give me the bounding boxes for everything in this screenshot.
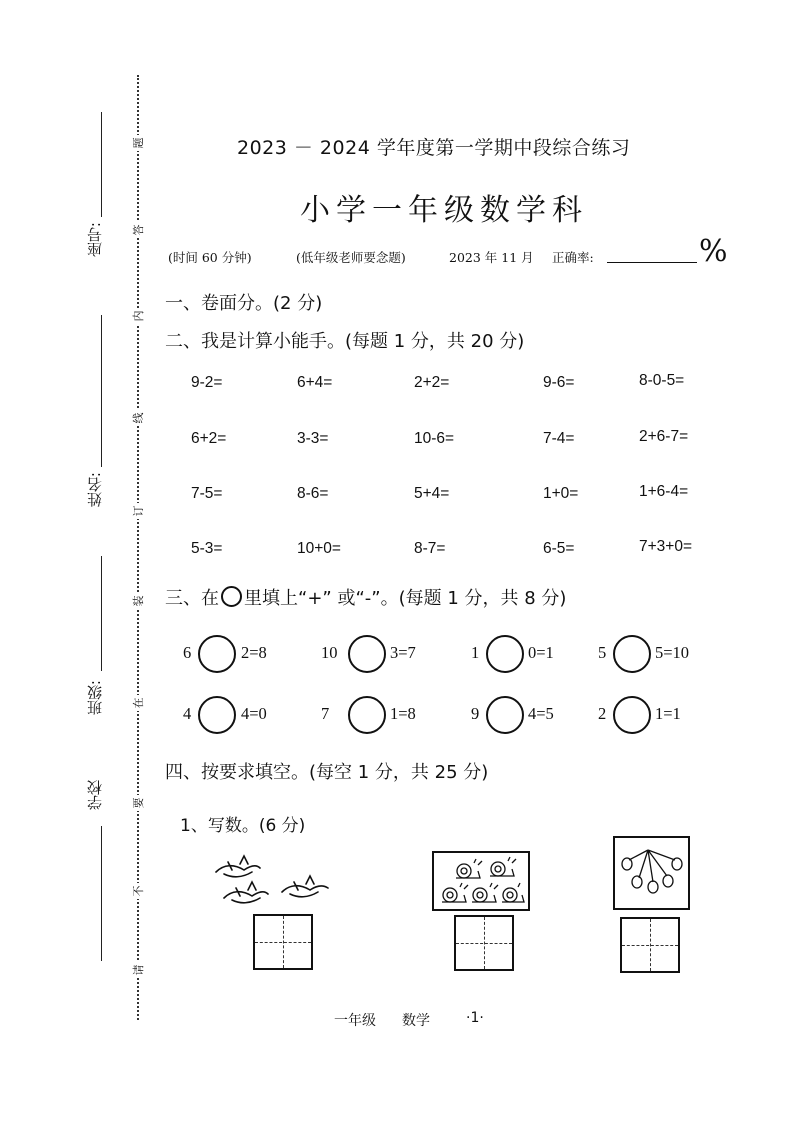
section-1-heading: 一、卷面分。(2 分) — [165, 293, 323, 314]
seal-char: 请 — [130, 962, 146, 978]
calc-item: 7+3+0= — [639, 538, 693, 555]
compare-left: 7 — [321, 704, 330, 723]
calc-item: 6+2= — [191, 430, 227, 447]
school-line — [101, 826, 102, 961]
name-line — [101, 315, 102, 467]
class-line — [101, 556, 102, 671]
compare-right: 4=5 — [528, 704, 554, 723]
bird-icon — [216, 856, 260, 877]
snail-icon — [490, 857, 516, 876]
exam-date: 2023 年 11 月 — [449, 250, 534, 265]
section-3-heading — [165, 584, 566, 610]
seal-char: 答 — [130, 222, 146, 238]
snail-icon — [472, 883, 498, 902]
calc-item: 2+2= — [414, 374, 450, 391]
compare-right: 5=10 — [655, 643, 690, 662]
calc-item: 9-6= — [543, 374, 575, 391]
footer-grade: 一年级 — [334, 1013, 376, 1029]
snail-icon — [456, 859, 482, 878]
operator-circle[interactable] — [613, 696, 651, 734]
binding-dotted-line — [137, 75, 139, 1020]
seal-char: 在 — [130, 695, 146, 711]
operator-circle[interactable] — [486, 696, 524, 734]
calc-item: 1+0= — [543, 485, 579, 502]
seal-char: 内 — [130, 308, 146, 324]
operator-circle[interactable] — [613, 635, 651, 673]
calc-item: 1+6-4= — [639, 483, 689, 500]
compare-right: 1=8 — [390, 704, 416, 723]
compare-left: 4 — [183, 704, 192, 723]
compare-left: 2 — [598, 704, 607, 723]
calc-item: 5-3= — [191, 540, 223, 557]
balloons-picture — [613, 836, 690, 910]
accuracy-blank[interactable] — [607, 262, 697, 263]
seal-char: 题 — [130, 135, 146, 151]
balloon-icon — [622, 850, 682, 893]
calc-item: 8-0-5= — [639, 372, 685, 389]
accuracy-label: 正确率: — [552, 250, 594, 265]
section-3-heading-part2: 里填上“+” 或“-”。(每题 1 分，共 8 分) — [244, 588, 567, 609]
calc-item: 10-6= — [414, 430, 455, 447]
bird-icon — [282, 876, 328, 897]
bird-icon — [224, 882, 268, 903]
compare-left: 10 — [321, 643, 338, 662]
calc-item: 9-2= — [191, 374, 223, 391]
answer-box[interactable] — [253, 914, 313, 970]
compare-right: 1=1 — [655, 704, 681, 723]
calc-item: 3-3= — [297, 430, 329, 447]
percent-sign: % — [699, 234, 728, 269]
section-4-1-heading: 1、写数。(6 分) — [180, 816, 306, 836]
compare-right: 3=7 — [390, 643, 416, 662]
seal-char: 要 — [130, 795, 146, 811]
footer-subject: 数学 — [402, 1013, 430, 1029]
operator-circle[interactable] — [198, 696, 236, 734]
compare-left: 5 — [598, 643, 607, 662]
seal-char: 线 — [130, 410, 146, 426]
exam-subject-title: 小学一年级数学科 — [300, 193, 588, 228]
name-label: 姓名: — [86, 472, 104, 508]
snail-icon — [502, 883, 524, 902]
operator-circle[interactable] — [198, 635, 236, 673]
exam-time: (时间 60 分钟) — [168, 250, 252, 265]
snail-icon — [442, 883, 468, 902]
seal-char: 装 — [130, 593, 146, 609]
answer-box[interactable] — [620, 917, 680, 973]
seal-char: 订 — [130, 503, 146, 519]
calc-item: 8-7= — [414, 540, 446, 557]
exam-note: (低年级老师要念题) — [296, 250, 406, 265]
compare-left: 9 — [471, 704, 480, 723]
calc-item: 6-5= — [543, 540, 575, 557]
answer-box[interactable] — [454, 915, 514, 971]
calc-item: 8-6= — [297, 485, 329, 502]
birds-picture — [210, 852, 335, 914]
operator-circle[interactable] — [348, 696, 386, 734]
seal-char: 不 — [130, 883, 146, 899]
exam-title: 2023 － 2024 学年度第一学期中段综合练习 — [237, 137, 631, 159]
compare-right: 4=0 — [241, 704, 267, 723]
operator-circle[interactable] — [348, 635, 386, 673]
footer-page-number: ·1· — [466, 1010, 484, 1026]
calc-item: 6+4= — [297, 374, 333, 391]
class-label: 班级: — [86, 680, 104, 716]
snails-picture — [432, 851, 530, 911]
calc-item: 7-4= — [543, 430, 575, 447]
operator-circle[interactable] — [486, 635, 524, 673]
school-label: 学校 — [86, 780, 104, 810]
compare-right: 0=1 — [528, 643, 554, 662]
calc-item: 2+6-7= — [639, 428, 689, 445]
calc-item: 5+4= — [414, 485, 450, 502]
circle-icon — [221, 586, 242, 607]
seat-line — [101, 112, 102, 217]
compare-left: 1 — [471, 643, 480, 662]
section-4-heading: 四、按要求填空。(每空 1 分，共 25 分) — [165, 762, 489, 783]
calc-item: 7-5= — [191, 485, 223, 502]
compare-left: 6 — [183, 643, 192, 662]
compare-right: 2=8 — [241, 643, 267, 662]
section-2-heading: 二、我是计算小能手。(每题 1 分，共 20 分) — [165, 331, 525, 352]
section-3-heading-part1: 三、在 — [165, 588, 219, 609]
seat-label: 座号: — [86, 222, 104, 258]
calc-item: 10+0= — [297, 540, 341, 557]
